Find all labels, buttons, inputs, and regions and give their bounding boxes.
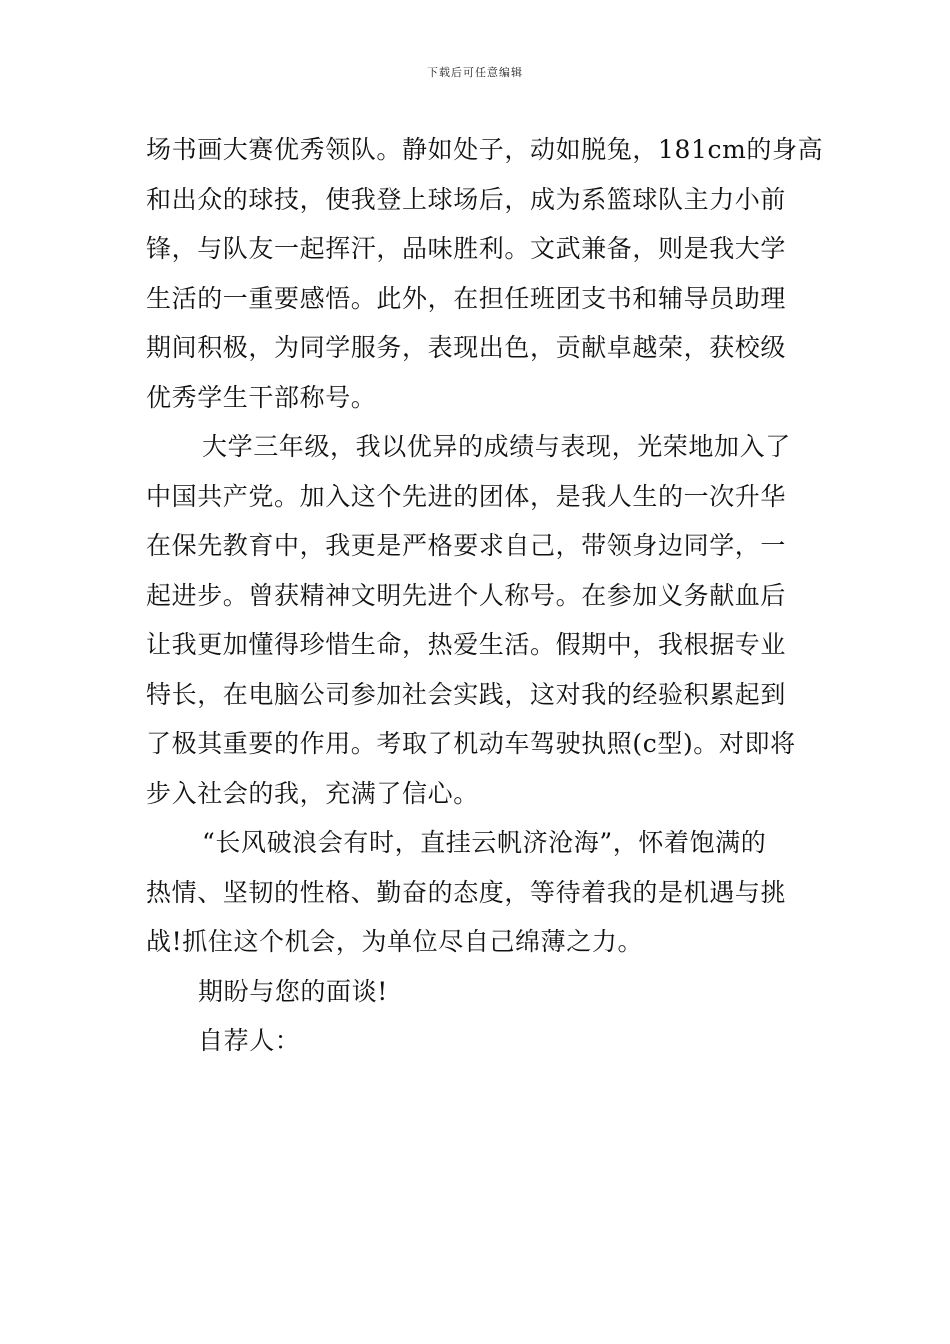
text-line: 场书画大赛优秀领队。静如处子，动如脱兔，181cm的身高 [146, 135, 824, 164]
paragraph-first-line: “长风破浪会有时，直挂云帆济沧海”，怀着饱满的 [202, 828, 767, 857]
text-line: 热情、坚韧的性格、勤奋的态度，等待着我的是机遇与挑 [146, 877, 787, 907]
text-line: 期间积极，为同学服务，表现出色，贡献卓越荣，获校级 [146, 333, 787, 362]
text-line: 锋，与队友一起挥汗，品味胜利。文武兼备，则是我大学 [146, 234, 787, 263]
text-line: 生活的一重要感悟。此外，在担任班团支书和辅导员助理 [146, 283, 787, 313]
text-line: 特长，在电脑公司参加社会实践，这对我的经验积累起到 [146, 679, 787, 709]
text-line: 了极其重要的作用。考取了机动车驾驶执照(c型)。对即将 [146, 729, 796, 758]
text-line: 起进步。曾获精神文明先进个人称号。在参加义务献血后 [146, 580, 787, 610]
text-line: 让我更加懂得珍惜生命，热爱生活。假期中，我根据专业 [146, 630, 787, 659]
signature-line: 自荐人： [198, 1026, 301, 1055]
page-header: 下载后可任意编辑 [427, 66, 523, 79]
text-line: 步入社会的我，充满了信心。 [146, 778, 479, 808]
text-line: 在保先教育中，我更是严格要求自己，带领身边同学，一 [146, 531, 787, 560]
text-line: 中国共产党。加入这个先进的团体，是我人生的一次升华 [146, 481, 787, 511]
paragraph-first-line: 大学三年级，我以优异的成绩与表现，光荣地加入了 [202, 432, 791, 461]
text-line: 优秀学生干部称号。 [146, 382, 377, 412]
text-line: 和出众的球技，使我登上球场后，成为系篮球队主力小前 [146, 184, 787, 214]
document-body [146, 125, 824, 1066]
text-line: 战!抓住这个机会，为单位尽自己绵薄之力。 [146, 927, 644, 956]
closing-line: 期盼与您的面谈! [198, 976, 388, 1006]
